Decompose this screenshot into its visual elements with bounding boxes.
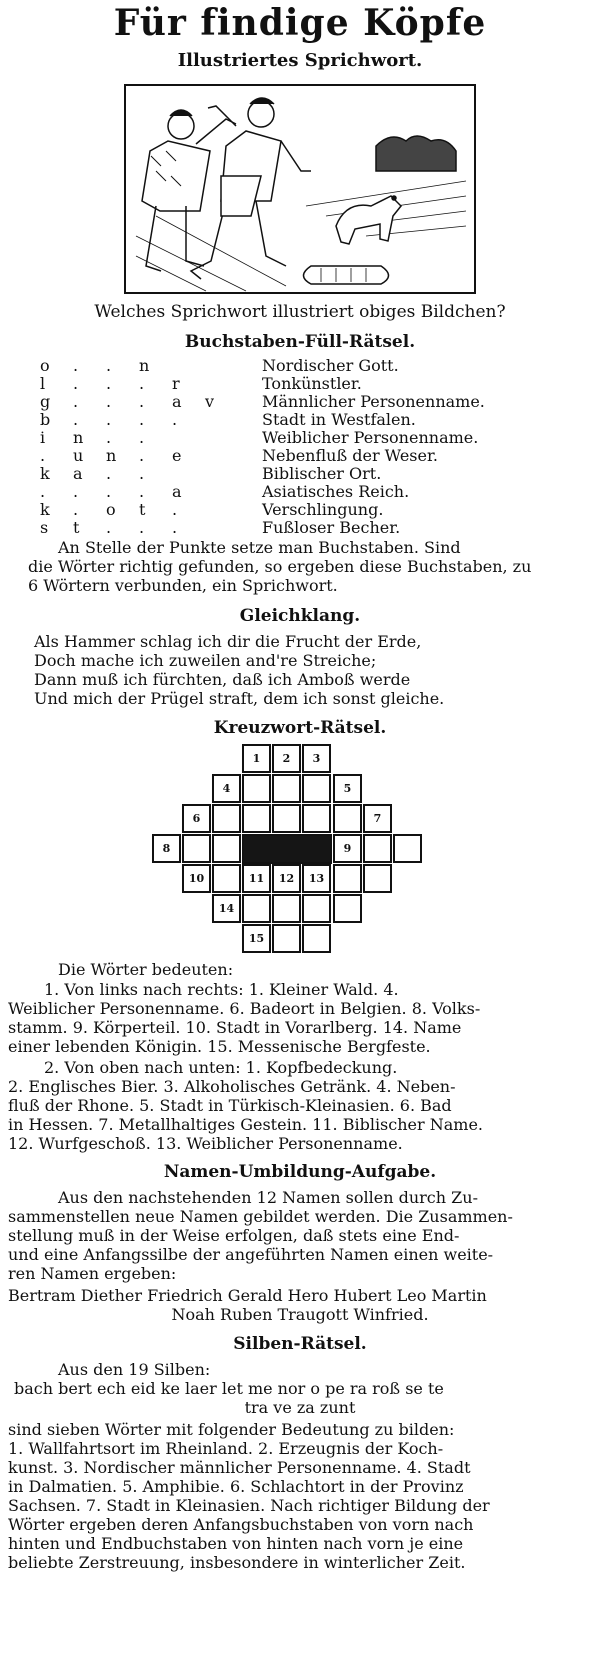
section-heading-silben: Silben-Rätsel. bbox=[233, 1334, 367, 1354]
pattern-letter: k bbox=[40, 500, 50, 519]
namen-text: und eine Anfangssilbe der angeführten Namen einen weite- bbox=[8, 1245, 494, 1264]
letter-fill-row bbox=[0, 428, 600, 446]
crossword-down-line: fluß der Rhone. 5. Stadt in Türkisch-Kleinasien. 6. Bad bbox=[8, 1096, 452, 1115]
crossword-cell: 6 bbox=[182, 804, 211, 833]
letter-pattern bbox=[40, 374, 240, 393]
letter-pattern bbox=[40, 410, 240, 429]
pattern-letter: . bbox=[40, 482, 46, 501]
crossword-cell: 15 bbox=[242, 924, 271, 953]
pattern-letter: . bbox=[73, 482, 79, 501]
pattern-letter: . bbox=[139, 482, 145, 501]
crossword-cell bbox=[333, 804, 362, 833]
crossword-cell bbox=[302, 894, 331, 923]
pattern-letter: . bbox=[139, 428, 145, 447]
silben-intro: Aus den 19 Silben: bbox=[58, 1360, 211, 1379]
pattern-letter: . bbox=[106, 374, 112, 393]
pattern-letter: . bbox=[73, 356, 79, 375]
pattern-letter: . bbox=[139, 518, 145, 537]
pattern-letter: . bbox=[73, 374, 79, 393]
crossword-cell bbox=[272, 894, 301, 923]
crossword-cell: 9 bbox=[333, 834, 362, 863]
crossword-down-line: 2. Englisches Bier. 3. Alkoholisches Getränk. 4. Neben- bbox=[8, 1077, 456, 1096]
syllables-line-wrap bbox=[0, 1398, 600, 1417]
proverb-illustration bbox=[124, 84, 476, 294]
silben-text: Wörter ergeben deren Anfangsbuchstaben von vorn nach bbox=[8, 1515, 474, 1534]
letter-fill-row bbox=[0, 500, 600, 518]
letter-fill-clue: Tonkünstler. bbox=[262, 374, 362, 393]
silben-text: 1. Wallfahrtsort im Rheinland. 2. Erzeugnis der Koch- bbox=[8, 1439, 444, 1458]
pattern-letter: . bbox=[139, 464, 145, 483]
crossword-cell: 10 bbox=[182, 864, 211, 893]
namen-text: ren Namen ergeben: bbox=[8, 1264, 177, 1283]
puzzle-subtitle: Illustriertes Sprichwort. bbox=[177, 50, 423, 71]
crossword-cell: 13 bbox=[302, 864, 331, 893]
pattern-letter: e bbox=[172, 446, 182, 465]
silben-text: hinten und Endbuchstaben von hinten nach vorn je eine bbox=[8, 1534, 464, 1553]
pattern-letter: . bbox=[106, 518, 112, 537]
crossword-down-line: 2. Von oben nach unten: 1. Kopfbedeckung. bbox=[44, 1058, 398, 1077]
letter-fill-row bbox=[0, 518, 600, 536]
crossword-down-line: 12. Wurfgeschoß. 13. Weiblicher Personenname. bbox=[8, 1134, 403, 1153]
crossword-cell bbox=[272, 804, 301, 833]
crossword-intro: Die Wörter bedeuten: bbox=[58, 960, 234, 979]
section-heading-namen: Namen-Umbildung-Aufgabe. bbox=[163, 1162, 437, 1182]
section-heading-buchstaben: Buchstaben-Füll-Rätsel. bbox=[184, 332, 416, 352]
crossword-cell bbox=[333, 864, 362, 893]
crossword-cell bbox=[363, 834, 392, 863]
syllables-line-2: tra ve za zunt bbox=[244, 1398, 356, 1417]
crossword-cell bbox=[393, 834, 422, 863]
crossword-cell bbox=[212, 834, 241, 863]
crossword-cell: 11 bbox=[242, 864, 271, 893]
letter-fill-row bbox=[0, 446, 600, 464]
crossword-cell: 7 bbox=[363, 804, 392, 833]
pattern-letter: g bbox=[40, 392, 51, 411]
crossword-across-line: stamm. 9. Körperteil. 10. Stadt in Vorarlberg. 14. Name bbox=[8, 1018, 462, 1037]
silben-text: beliebte Zerstreuung, insbesondere in winterlicher Zeit. bbox=[8, 1553, 466, 1572]
crossword-cell: 14 bbox=[212, 894, 241, 923]
poem-line: Und mich der Prügel straft, dem ich sonst gleiche. bbox=[34, 689, 445, 708]
letter-fill-row bbox=[0, 464, 600, 482]
poem-line: Dann muß ich fürchten, daß ich Amboß werde bbox=[34, 670, 411, 689]
pattern-letter: n bbox=[106, 446, 117, 465]
letter-pattern bbox=[40, 518, 240, 537]
names-list: Bertram Diether Friedrich Gerald Hero Hubert Leo Martin bbox=[8, 1286, 487, 1305]
pattern-letter: . bbox=[40, 446, 46, 465]
letter-pattern bbox=[40, 446, 240, 465]
letter-pattern bbox=[40, 482, 240, 501]
crossword-cell bbox=[242, 894, 271, 923]
crossword-cell: 3 bbox=[302, 744, 331, 773]
letter-pattern bbox=[40, 392, 240, 411]
letter-fill-clue: Stadt in Westfalen. bbox=[262, 410, 416, 429]
pattern-letter: t bbox=[73, 518, 80, 537]
pattern-letter: . bbox=[172, 500, 178, 519]
crossword-cell bbox=[302, 774, 331, 803]
pattern-letter: . bbox=[106, 428, 112, 447]
letter-pattern bbox=[40, 428, 240, 447]
pattern-letter: . bbox=[106, 356, 112, 375]
letter-pattern bbox=[40, 464, 240, 483]
crossword-cell bbox=[272, 774, 301, 803]
crossword-cell bbox=[333, 894, 362, 923]
pattern-letter: . bbox=[139, 392, 145, 411]
crossword-cell bbox=[182, 834, 211, 863]
buchstaben-text-2: die Wörter richtig gefunden, so ergeben diese Buchstaben, zu bbox=[28, 557, 532, 576]
letter-fill-row bbox=[0, 356, 600, 374]
silben-text: in Dalmatien. 5. Amphibie. 6. Schlachtort in der Provinz bbox=[8, 1477, 464, 1496]
letter-fill-clue: Verschlingung. bbox=[262, 500, 384, 519]
pattern-letter: . bbox=[73, 392, 79, 411]
pattern-letter: . bbox=[73, 500, 79, 519]
pattern-letter: n bbox=[139, 356, 150, 375]
crossword-grid bbox=[152, 744, 446, 954]
letter-fill-clue: Männlicher Personenname. bbox=[262, 392, 485, 411]
crossword-cell: 12 bbox=[272, 864, 301, 893]
pattern-letter: o bbox=[106, 500, 116, 519]
crossword-cell bbox=[302, 804, 331, 833]
letter-fill-clue: Fußloser Becher. bbox=[262, 518, 401, 537]
pattern-letter: u bbox=[73, 446, 84, 465]
namen-text: stellung muß in der Weise erfolgen, daß stets eine End- bbox=[8, 1226, 460, 1245]
letter-fill-clue: Asiatisches Reich. bbox=[262, 482, 410, 501]
page-title: Für findige Köpfe bbox=[113, 2, 487, 44]
letter-fill-clue: Nordischer Gott. bbox=[262, 356, 399, 375]
crossword-cell: 5 bbox=[333, 774, 362, 803]
names-list bbox=[0, 1305, 600, 1324]
crossword-across-line: einer lebenden Königin. 15. Messenische Bergfeste. bbox=[8, 1037, 431, 1056]
pattern-letter: . bbox=[73, 410, 79, 429]
buchstaben-text-1: An Stelle der Punkte setze man Buchstaben. Sind bbox=[58, 538, 461, 557]
pattern-letter: . bbox=[106, 392, 112, 411]
crossword-across-line: Weiblicher Personenname. 6. Badeort in Belgien. 8. Volks- bbox=[8, 999, 481, 1018]
crossword-across-line: 1. Von links nach rechts: 1. Kleiner Wald. 4. bbox=[44, 980, 399, 999]
names-list-line-2: Noah Ruben Traugott Winfried. bbox=[171, 1305, 429, 1324]
crossword-black-block bbox=[242, 834, 332, 864]
pattern-letter: a bbox=[172, 392, 182, 411]
syllables-line: bach bert ech eid ke laer let me nor o pe ra roß se te bbox=[14, 1379, 444, 1398]
fighting-men-illustration bbox=[126, 86, 474, 292]
pattern-letter: v bbox=[205, 392, 215, 411]
pattern-letter: . bbox=[106, 464, 112, 483]
proverb-question: Welches Sprichwort illustriert obiges Bildchen? bbox=[94, 302, 506, 322]
pattern-letter: k bbox=[40, 464, 50, 483]
letter-fill-clue: Nebenfluß der Weser. bbox=[262, 446, 438, 465]
crossword-cell: 1 bbox=[242, 744, 271, 773]
crossword-cell bbox=[212, 864, 241, 893]
letter-pattern bbox=[40, 356, 240, 375]
crossword-cell bbox=[242, 804, 271, 833]
pattern-letter: . bbox=[172, 518, 178, 537]
namen-text: sammenstellen neue Namen gebildet werden. Die Zusammen- bbox=[8, 1207, 513, 1226]
letter-fill-clue: Biblischer Ort. bbox=[262, 464, 382, 483]
silben-text: sind sieben Wörter mit folgender Bedeutung zu bilden: bbox=[8, 1420, 455, 1439]
silben-text: kunst. 3. Nordischer männlicher Personenname. 4. Stadt bbox=[8, 1458, 471, 1477]
letter-fill-clue: Weiblicher Personenname. bbox=[262, 428, 479, 447]
pattern-letter: t bbox=[139, 500, 146, 519]
pattern-letter: r bbox=[172, 374, 180, 393]
letter-fill-row bbox=[0, 482, 600, 500]
namen-text: Aus den nachstehenden 12 Namen sollen durch Zu- bbox=[58, 1188, 478, 1207]
letter-fill-row bbox=[0, 392, 600, 410]
pattern-letter: a bbox=[73, 464, 83, 483]
crossword-cell bbox=[302, 924, 331, 953]
section-heading-gleichklang: Gleichklang. bbox=[239, 606, 361, 626]
crossword-cell: 8 bbox=[152, 834, 181, 863]
pattern-letter: b bbox=[40, 410, 51, 429]
pattern-letter: . bbox=[139, 446, 145, 465]
pattern-letter: n bbox=[73, 428, 84, 447]
pattern-letter: a bbox=[172, 482, 182, 501]
pattern-letter: . bbox=[172, 410, 178, 429]
pattern-letter: . bbox=[139, 374, 145, 393]
buchstaben-text-3: 6 Wörtern verbunden, ein Sprichwort. bbox=[28, 576, 338, 595]
pattern-letter: l bbox=[40, 374, 46, 393]
pattern-letter: . bbox=[106, 410, 112, 429]
letter-fill-row bbox=[0, 374, 600, 392]
crossword-cell bbox=[272, 924, 301, 953]
crossword-cell: 2 bbox=[272, 744, 301, 773]
pattern-letter: . bbox=[139, 410, 145, 429]
pattern-letter: o bbox=[40, 356, 50, 375]
crossword-cell bbox=[242, 774, 271, 803]
poem-line: Als Hammer schlag ich dir die Frucht der Erde, bbox=[34, 632, 422, 651]
section-heading-kreuzwort: Kreuzwort-Rätsel. bbox=[213, 718, 387, 738]
pattern-letter: . bbox=[106, 482, 112, 501]
letter-pattern bbox=[40, 500, 240, 519]
crossword-cell bbox=[363, 864, 392, 893]
letter-fill-row bbox=[0, 410, 600, 428]
silben-text: Sachsen. 7. Stadt in Kleinasien. Nach richtiger Bildung der bbox=[8, 1496, 490, 1515]
crossword-down-line: in Hessen. 7. Metallhaltiges Gestein. 11. Biblischer Name. bbox=[8, 1115, 483, 1134]
pattern-letter: s bbox=[40, 518, 49, 537]
crossword-cell bbox=[212, 804, 241, 833]
pattern-letter: i bbox=[40, 428, 46, 447]
poem-line: Doch mache ich zuweilen and're Streiche; bbox=[34, 651, 377, 670]
crossword-cell: 4 bbox=[212, 774, 241, 803]
